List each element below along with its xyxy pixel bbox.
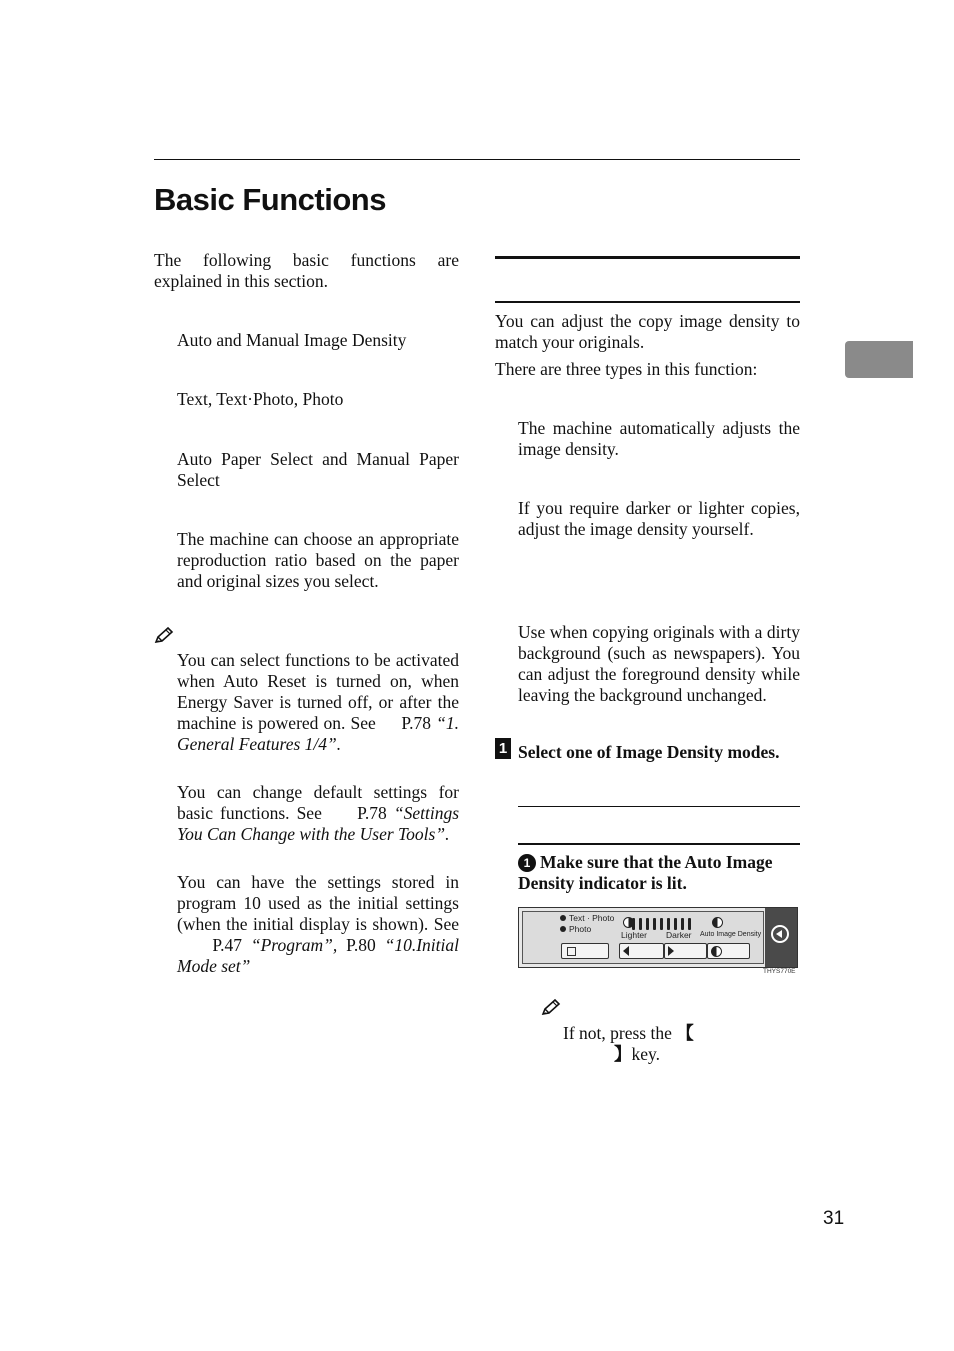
note-3-ref-title[interactable]: “Program”,	[250, 935, 338, 955]
note-1-ref[interactable]: P.78	[401, 713, 432, 733]
note-3-ref[interactable]: P.47	[212, 935, 243, 955]
substep-1-text: Make sure that the Auto Image Density indicator is lit.	[518, 852, 773, 893]
sub-note-line-1	[563, 1023, 800, 1044]
density-led	[653, 918, 656, 930]
control-panel-illustration	[518, 907, 798, 968]
auto-density-key[interactable]	[707, 943, 750, 959]
note-3	[177, 872, 459, 977]
note-3-ref2-title[interactable]: “10.Initial Mode set”	[177, 935, 460, 976]
density-led	[639, 918, 642, 930]
key-bracket-open: 【	[676, 1023, 694, 1043]
density-led	[681, 918, 684, 930]
right-intro-1: You can adjust the copy image density to match your originals.	[495, 311, 800, 352]
right-intro-2: There are three types in this function:	[495, 359, 758, 379]
lighter-arrow-icon	[623, 946, 629, 956]
note-1	[177, 650, 459, 755]
type-select-key[interactable]	[561, 943, 609, 959]
darker-arrow-icon	[668, 946, 674, 956]
key-bracket-close: 】	[614, 1044, 632, 1064]
chapter-tab-marker	[845, 341, 913, 378]
density-led	[674, 918, 677, 930]
density-led	[646, 918, 649, 930]
note-3-ref2[interactable]: P.80	[346, 935, 376, 955]
step-1-text: Select one of Image Density modes.	[518, 742, 780, 762]
lighter-key[interactable]	[619, 943, 664, 959]
darker-key[interactable]	[664, 943, 707, 959]
pencil-note-icon	[541, 998, 561, 1016]
type-3-desc: Use when copying originals with a dirty background (such as newspapers). You can adjust the foreground density while leaving the background unchanged.	[518, 622, 800, 705]
left-intro: The following basic functions are explained in this section.	[154, 250, 459, 291]
auto-density-icon	[712, 917, 723, 928]
page-number: 31	[823, 1208, 845, 1229]
lighter-label: Lighter	[621, 930, 647, 940]
note-2-text: You can change default settings for basic functions. See	[177, 782, 459, 823]
density-led	[688, 918, 691, 930]
illustration-code: THYS770E	[763, 968, 796, 975]
note-2-ref[interactable]: P.78	[357, 803, 387, 823]
substep-rule-thin	[518, 806, 800, 807]
left-item-4: The machine can choose an appropriate reproduction ratio based on the paper and original sizes you select.	[177, 529, 459, 591]
type-1-desc: The machine automatically adjusts the image density.	[518, 418, 800, 459]
sub-note-text-post: key.	[631, 1044, 661, 1064]
auto-density-key-icon	[711, 946, 722, 957]
left-item-3: Auto Paper Select and Manual Paper Select	[177, 449, 459, 490]
note-2-ref-title[interactable]: “Settings You Can Change with the User Tools”.	[177, 803, 460, 844]
sub-note-line-2	[614, 1044, 800, 1065]
section-rule-thick	[495, 256, 800, 259]
step-1-number: 1	[495, 738, 511, 759]
panel-dark-section	[765, 908, 797, 967]
back-arrow-icon[interactable]	[771, 925, 789, 943]
pencil-note-icon	[154, 626, 174, 644]
note-2	[177, 782, 459, 845]
substep-rule-thick	[518, 843, 800, 845]
type-key-icon	[567, 947, 576, 956]
note-1-ref-title[interactable]: “1. General Features 1/4”.	[177, 713, 460, 754]
text-photo-dot	[560, 915, 566, 921]
half-moon-icon	[623, 917, 634, 928]
photo-dot	[560, 926, 566, 932]
substep-1-number: 1	[518, 854, 536, 872]
text-photo-label: Text · Photo	[569, 913, 615, 923]
note-3-text: You can have the settings stored in program 10 used as the initial settings (when the initial display is shown). See	[177, 872, 459, 934]
type-2-desc: If you require darker or lighter copies, adjust the image density yourself.	[518, 498, 800, 539]
sub-note-text: If not, press the	[563, 1023, 672, 1043]
top-rule	[154, 159, 800, 160]
note-1-text: You can select functions to be activated when Auto Reset is turned on, when Energy Saver is turned off, or after the machine is powered on. See	[177, 650, 459, 733]
section-rule-thin	[495, 301, 800, 303]
page-title: Basic Functions	[154, 182, 386, 217]
left-item-2: Text, Text·Photo, Photo	[177, 389, 344, 409]
photo-label: Photo	[569, 924, 592, 934]
auto-density-label: Auto Image Density	[700, 931, 762, 938]
darker-label: Darker	[666, 930, 692, 940]
density-led	[667, 918, 670, 930]
density-led	[660, 918, 663, 930]
substep-1	[518, 852, 800, 894]
left-item-1: Auto and Manual Image Density	[177, 330, 407, 350]
